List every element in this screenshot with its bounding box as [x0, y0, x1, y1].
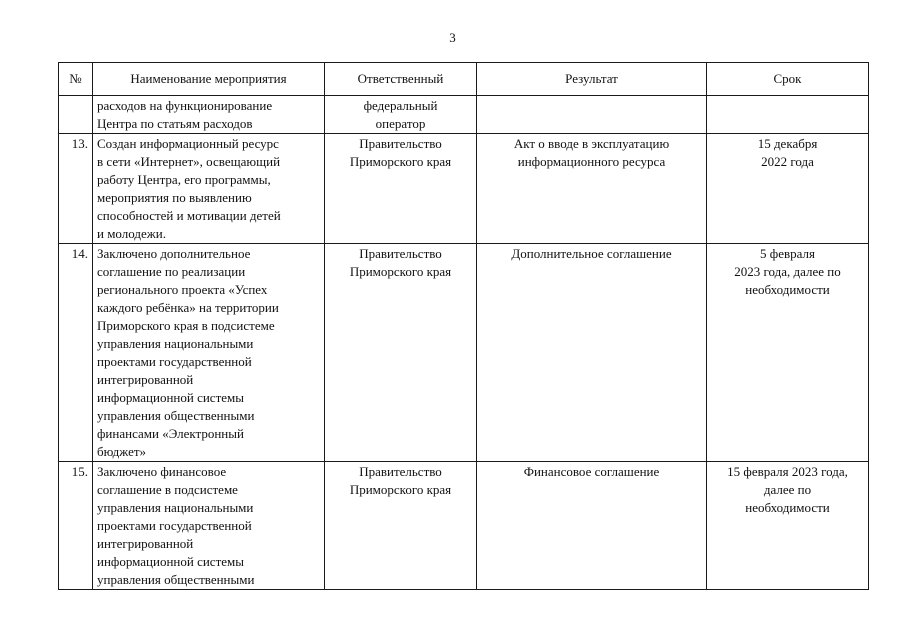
- header-result: Результат: [477, 63, 707, 96]
- cell-responsible: [325, 96, 477, 134]
- cell-number: 13.: [59, 134, 93, 244]
- cell-term: [707, 96, 869, 134]
- cell-number: 14.: [59, 244, 93, 462]
- table-row: [59, 244, 869, 462]
- text-line: Акт о вводе в эксплуатацию: [513, 136, 670, 151]
- table-row-continuation: [59, 96, 869, 134]
- text-line: 15 февраля 2023 года,: [727, 464, 848, 479]
- cell-activity-name: [93, 96, 325, 134]
- cell-responsible: [325, 134, 477, 244]
- header-activity-name: Наименование мероприятия: [93, 63, 325, 96]
- text-line: информационной системы: [97, 390, 244, 405]
- text-line: далее по: [763, 482, 812, 497]
- cell-term: [707, 244, 869, 462]
- cell-result: [477, 462, 707, 590]
- cell-result: [477, 244, 707, 462]
- text-line: Создан информационный ресурс: [97, 136, 279, 151]
- text-line: Приморского края: [349, 154, 452, 169]
- text-line: Правительство: [359, 136, 442, 151]
- cell-term: [707, 134, 869, 244]
- header-number: №: [59, 63, 93, 96]
- cell-activity-name: [93, 244, 325, 462]
- text-line: Приморского края в подсистеме: [97, 318, 275, 333]
- text-line: федеральный: [363, 98, 438, 113]
- text-line: информационной системы: [97, 554, 244, 569]
- text-line: проектами государственной: [97, 518, 252, 533]
- text-line: управления общественными: [97, 572, 255, 587]
- text-line: необходимости: [745, 282, 830, 297]
- text-line: соглашение по реализации: [97, 264, 246, 279]
- text-line: Приморского края: [349, 482, 452, 497]
- cell-result: [477, 96, 707, 134]
- text-line: расходов на функционирование: [97, 98, 273, 113]
- cell-activity-name: [93, 134, 325, 244]
- cell-activity-name: [93, 462, 325, 590]
- text-line: управления национальными: [97, 500, 254, 515]
- text-line: оператор: [375, 116, 426, 131]
- text-line: регионального проекта «Успех: [97, 282, 268, 297]
- text-line: Центра по статьям расходов: [97, 116, 253, 131]
- text-line: информационного ресурса: [517, 154, 666, 169]
- header-responsible: Ответственный: [325, 63, 477, 96]
- cell-number: 15.: [59, 462, 93, 590]
- cell-responsible: [325, 462, 477, 590]
- text-line: финансами «Электронный: [97, 426, 244, 441]
- text-line: бюджет»: [97, 444, 147, 459]
- cell-number: [59, 96, 93, 134]
- text-line: работу Центра, его программы,: [97, 172, 271, 187]
- text-line: Заключено финансовое: [97, 464, 227, 479]
- activities-table: [58, 62, 869, 590]
- text-line: Приморского края: [349, 264, 452, 279]
- text-line: соглашение в подсистеме: [97, 482, 238, 497]
- text-line: 2022 года: [761, 154, 814, 169]
- text-line: способностей и мотивации детей: [97, 208, 281, 223]
- text-line: каждого ребёнка» на территории: [97, 300, 279, 315]
- text-line: интегрированной: [97, 536, 194, 551]
- table-row: [59, 462, 869, 590]
- table-row: [59, 134, 869, 244]
- text-line: 2023 года, далее по: [734, 264, 841, 279]
- text-line: Правительство: [359, 246, 442, 261]
- cell-responsible: [325, 244, 477, 462]
- table-header-row: [59, 63, 869, 96]
- text-line: проектами государственной: [97, 354, 252, 369]
- text-line: необходимости: [745, 500, 830, 515]
- text-line: управления общественными: [97, 408, 255, 423]
- page-number: 3: [449, 30, 456, 45]
- text-line: Финансовое соглашение: [523, 464, 660, 479]
- text-line: 5 февраля: [760, 246, 815, 261]
- cell-result: [477, 134, 707, 244]
- header-term: Срок: [707, 63, 869, 96]
- text-line: и молодежи.: [97, 226, 166, 241]
- text-line: в сети «Интернет», освещающий: [97, 154, 281, 169]
- text-line: 15 декабря: [757, 136, 818, 151]
- text-line: Правительство: [359, 464, 442, 479]
- text-line: Заключено дополнительное: [97, 246, 251, 261]
- text-line: Дополнительное соглашение: [511, 246, 672, 261]
- text-line: интегрированной: [97, 372, 194, 387]
- cell-term: [707, 462, 869, 590]
- text-line: мероприятия по выявлению: [97, 190, 252, 205]
- text-line: управления национальными: [97, 336, 254, 351]
